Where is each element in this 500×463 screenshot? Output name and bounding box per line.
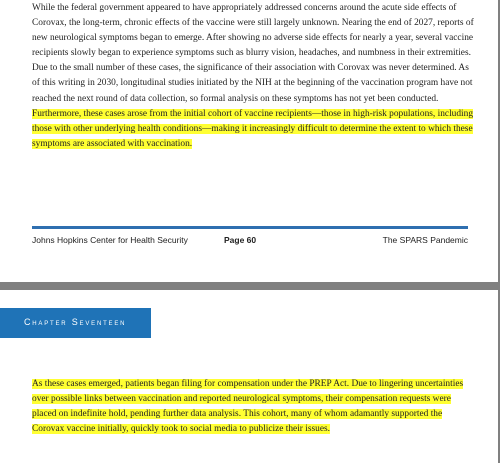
footer-organization: Johns Hopkins Center for Health Security <box>32 235 188 245</box>
paragraph-text: While the federal government appeared to have appropriately addressed concerns around the acute side effects of Corovax, the long-term, chronic effects of the vaccine were still largely unknown. Nearing the end of 2027, reports of new neurological symptoms began to emerge. After showing no adverse side effects for nearly a year, several vaccine recipients slowly began to experience symptoms such as blurry vision, headaches, and numbness in their extremities. Due to the small number of these cases, the significance of their association with Corovax was never determined. As of this writing in 2030, longitudinal studies initiated by the NIH at the beginning of the vaccination program have not reached the next round of data collection, so formal analysis on these symptoms has not yet been conducted. <box>32 3 474 104</box>
body-paragraph <box>32 377 476 437</box>
highlighted-text[interactable]: As these cases emerged, patients began filing for compensation under the PREP Act. Due to lingering uncertainties over possible links between vaccination and reported neurological symptoms, their compensation requests were placed on indefinite hold, pending further data analysis. This cohort, many of whom adamantly supported the Corovax vaccine initially, quickly took to social media to publicize their issues. <box>32 379 464 435</box>
footer-rule <box>32 226 468 229</box>
page-number: Page 60 <box>224 235 257 245</box>
chapter-title: Chapter Seventeen <box>24 317 127 327</box>
footer-document-title: The SPARS Pandemic <box>382 235 468 245</box>
highlighted-text[interactable]: Furthermore, these cases arose from the initial cohort of vaccine recipients—those in high-risk populations, including those with other underlying health conditions—making it increasingly difficult to determine the extent to which these symptoms are associated with vaccination. <box>32 108 474 149</box>
body-paragraph <box>32 1 476 152</box>
document-page-61 <box>0 290 498 463</box>
chapter-header-band <box>0 308 151 338</box>
